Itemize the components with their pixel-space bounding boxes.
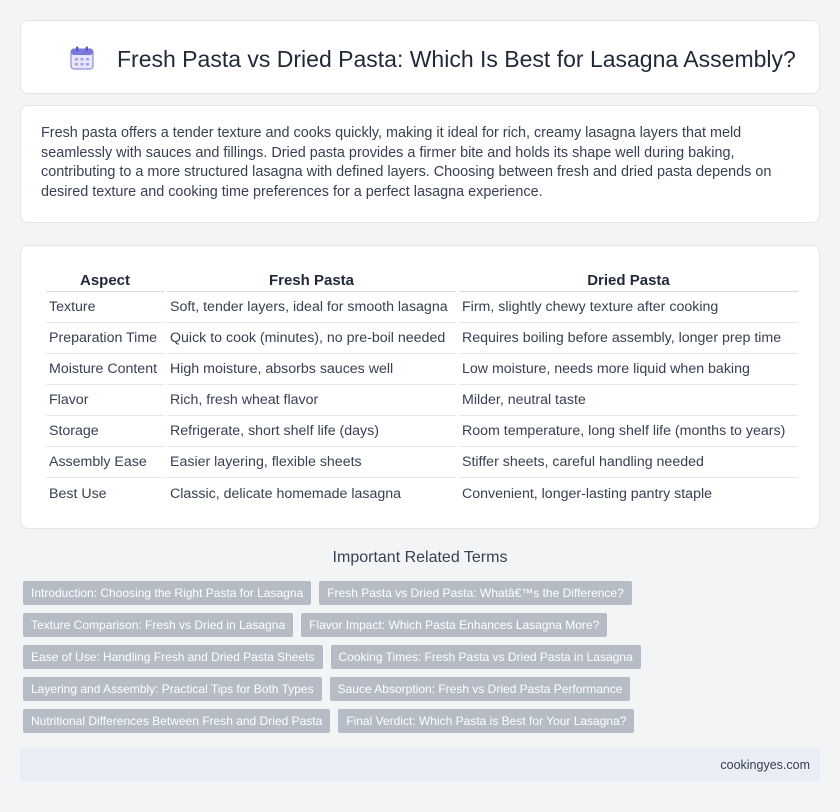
footer-site-link[interactable]: cookingyes.com [720, 758, 810, 772]
table-cell: Flavor [46, 385, 164, 416]
related-term-tag[interactable]: Fresh Pasta vs Dried Pasta: Whatâ€™s the Difference? [319, 581, 632, 605]
table-cell: Texture [46, 292, 164, 323]
table-cell: Moisture Content [46, 354, 164, 385]
table-cell: Room temperature, long shelf life (months to years) [459, 416, 798, 447]
table-cell: Convenient, longer-lasting pantry staple [462, 485, 713, 502]
related-term-tag[interactable]: Flavor Impact: Which Pasta Enhances Lasagna More? [301, 613, 607, 637]
tag-row [23, 677, 823, 701]
tag-row [23, 581, 823, 605]
table-cell: Stiffer sheets, careful handling needed [459, 447, 798, 478]
table-cell: Refrigerate, short shelf life (days) [167, 416, 456, 447]
table-row [46, 323, 798, 354]
table-cell: Quick to cook (minutes), no pre-boil needed [167, 323, 456, 354]
column-header-dried: Dried Pasta [459, 264, 798, 292]
related-term-tag[interactable]: Ease of Use: Handling Fresh and Dried Pasta Sheets [23, 645, 323, 669]
table-cell: Soft, tender layers, ideal for smooth lasagna [167, 292, 456, 323]
table-cell: Firm, slightly chewy texture after cooking [459, 292, 798, 323]
column-header-aspect: Aspect [46, 264, 164, 292]
table-row [46, 416, 798, 447]
table-cell: Best Use [49, 485, 107, 502]
table-cell: Preparation Time [46, 323, 164, 354]
related-term-tag[interactable]: Cooking Times: Fresh Pasta vs Dried Pasta in Lasagna [331, 645, 641, 669]
table-cell: Assembly Ease [46, 447, 164, 478]
related-term-tag[interactable]: Layering and Assembly: Practical Tips for Both Types [23, 677, 322, 701]
comparison-table [43, 264, 801, 509]
table-cell: Rich, fresh wheat flavor [167, 385, 456, 416]
table-cell: Storage [46, 416, 164, 447]
calendar-icon [69, 45, 95, 71]
table-cell: Easier layering, flexible sheets [167, 447, 456, 478]
footer [20, 748, 820, 782]
tag-row [23, 645, 823, 669]
column-header-fresh: Fresh Pasta [167, 264, 456, 292]
table-cell: Classic, delicate homemade lasagna [170, 485, 402, 502]
comparison-card [20, 245, 820, 529]
related-term-tag[interactable]: Nutritional Differences Between Fresh and Dried Pasta [23, 709, 330, 733]
table-cell: Milder, neutral taste [459, 385, 798, 416]
related-term-tag[interactable]: Final Verdict: Which Pasta is Best for Your Lasagna? [338, 709, 634, 733]
related-term-tag[interactable]: Texture Comparison: Fresh vs Dried in Lasagna [23, 613, 293, 637]
table-header-row [46, 264, 798, 292]
table-cell: High moisture, absorbs sauces well [167, 354, 456, 385]
table-row [46, 478, 798, 509]
table-row [46, 292, 798, 323]
tag-row [23, 709, 823, 733]
header-card [20, 20, 820, 94]
table-row [46, 354, 798, 385]
related-term-tag[interactable]: Sauce Absorption: Fresh vs Dried Pasta Performance [330, 677, 631, 701]
related-terms-title: Important Related Terms [332, 549, 508, 566]
table-row [46, 447, 798, 478]
table-cell: Low moisture, needs more liquid when baking [459, 354, 798, 385]
tag-row [23, 613, 823, 637]
intro-card [20, 105, 820, 223]
related-terms-list [23, 581, 823, 741]
page-title: Fresh Pasta vs Dried Pasta: Which Is Best for Lasagna Assembly? [117, 46, 796, 72]
intro-text: Fresh pasta offers a tender texture and cooks quickly, making it ideal for rich, creamy lasagna layers that meld seamlessly with sauces and fillings. Dried pasta provides a firmer bite and holds its shape well during baking, contributing to a more structured lasagna with defined layers. Choosing between fresh and dried pasta depends on desired texture and cooking time preferences for a perfect lasagna experience. [41, 125, 772, 200]
table-row [46, 385, 798, 416]
table-cell: Requires boiling before assembly, longer prep time [459, 323, 798, 354]
related-term-tag[interactable]: Introduction: Choosing the Right Pasta for Lasagna [23, 581, 311, 605]
